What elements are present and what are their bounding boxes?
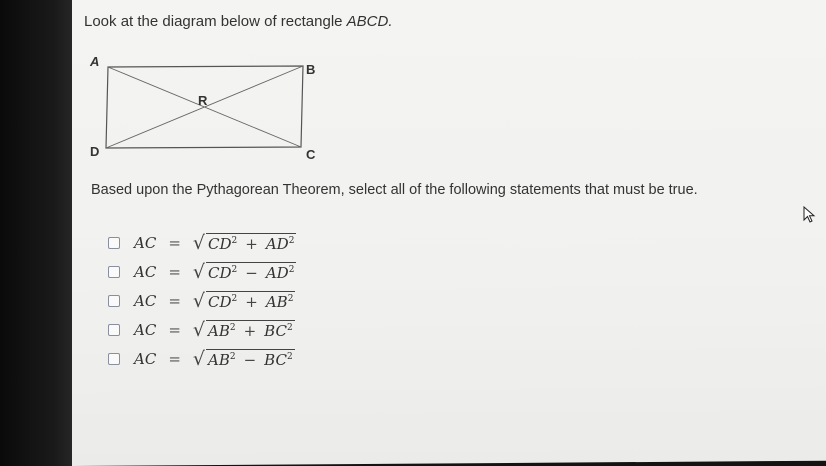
label-b: B (306, 62, 316, 77)
option-3[interactable] (108, 286, 296, 315)
sqrt-expression: √ $CD^2 + AB^2$ (192, 289, 294, 312)
formula-option-1: AC = √ $CD^2 + AD^2$ (134, 231, 295, 254)
formula-option-4: AC = √ $AB^2 + BC^2$ (134, 318, 293, 341)
label-d: D (90, 144, 100, 159)
checkbox-option-5[interactable] (108, 353, 120, 365)
option-1[interactable] (108, 228, 296, 257)
radical-icon: √ (192, 318, 205, 341)
sqrt-expression: √ $AB^2 - BC^2$ (192, 347, 293, 370)
radical-icon: √ (192, 231, 205, 254)
formula-option-2: AC = √ $CD^2 - AD^2$ (134, 260, 295, 283)
mouse-pointer-icon (803, 206, 817, 224)
checkbox-option-1[interactable] (108, 237, 120, 249)
rectangle-diagram (88, 52, 328, 170)
radical-icon: √ (192, 289, 205, 312)
checkbox-option-4[interactable] (108, 324, 120, 336)
option-4[interactable] (108, 315, 296, 344)
checkbox-option-2[interactable] (108, 266, 120, 278)
radical-icon: √ (192, 260, 205, 283)
instruction-text: Based upon the Pythagorean Theorem, select all of the following statements that must be true. (91, 182, 698, 198)
answer-options (108, 228, 296, 373)
label-c: C (306, 147, 316, 162)
formula-option-5: AC = √ $AB^2 - BC^2$ (134, 347, 293, 370)
label-r: R (198, 93, 208, 108)
radical-icon: √ (192, 347, 205, 370)
sqrt-expression: √ $CD^2 - AD^2$ (192, 260, 295, 283)
label-a: A (90, 54, 100, 69)
sqrt-expression: √ $CD^2 + AD^2$ (192, 231, 295, 254)
sqrt-expression: √ $AB^2 + BC^2$ (192, 318, 293, 341)
formula-option-3: AC = √ $CD^2 + AB^2$ (134, 289, 294, 312)
question-title: Look at the diagram below of rectangle ABCD. (84, 13, 393, 30)
checkbox-option-3[interactable] (108, 295, 120, 307)
option-5[interactable] (108, 344, 296, 373)
monitor-bezel (0, 0, 78, 466)
option-2[interactable] (108, 257, 296, 286)
